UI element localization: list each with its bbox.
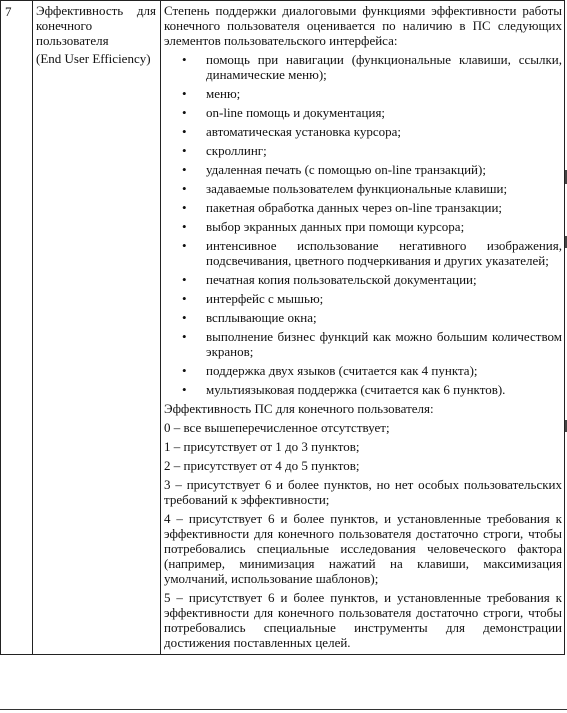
list-item: • мультиязыковая поддержка (считается как 6 пунктов). [206, 382, 562, 397]
list-item: • on-line помощь и документация; [206, 105, 562, 120]
list-item: • выбор экранных данных при помощи курсора; [206, 219, 562, 234]
bottom-rule [0, 709, 567, 710]
table-row [1, 1, 565, 655]
list-item: • автоматическая установка курсора; [206, 124, 562, 139]
rating-level-2: 2 – присутствует от 4 до 5 пунктов; [164, 458, 360, 473]
criterion-name-cell [33, 1, 161, 655]
list-item: • поддержка двух языков (считается как 4 пункта); [206, 363, 562, 378]
rating-level-4: 4 – присутствует 6 и более пунктов, и установленные требования к эффективности для конечного пользователя достаточно строги, чтобы потребовались специальные исследования человеческого фактора (например, минимизация нажатий на клавиши, максимизация умолчаний, использование шаблонов); [164, 511, 562, 586]
rating-level-5: 5 – присутствует 6 и более пунктов, и установленные требования к эффективности для конечного пользователя достаточно строги, чтобы потребовались специальные инструменты для демонстрации достижения поставленных целей. [164, 590, 562, 650]
rating-level-1: 1 – присутствует от 1 до 3 пунктов; [164, 439, 360, 454]
list-item: • удаленная печать (с помощью on-line транзакций); [206, 162, 562, 177]
list-item: • меню; [206, 86, 562, 101]
criterion-name: Эффективность для конечного пользователя [36, 3, 156, 48]
criterion-description-cell [161, 1, 565, 655]
list-item: • интерфейс с мышью; [206, 291, 562, 306]
list-item: • скроллинг; [206, 143, 562, 158]
list-item: • интенсивное использование негативного изображения, подсвечивания, цветного подчеркивания и других указателей; [206, 238, 562, 268]
rating-title: Эффективность ПС для конечного пользователя: [164, 401, 434, 416]
list-item: • печатная копия пользовательской документации; [206, 272, 562, 287]
criterion-name-en: (End User Efficiency) [36, 51, 151, 66]
interface-elements-list [164, 52, 562, 397]
list-item: • выполнение бизнес функций как можно большим количеством экранов; [206, 329, 562, 359]
list-item: • пакетная обработка данных через on-line транзакции; [206, 200, 562, 215]
row-number: 7 [1, 1, 33, 655]
list-item: • задаваемые пользователем функциональные клавиши; [206, 181, 562, 196]
list-item: • помощь при навигации (функциональные клавиши, ссылки, динамические меню); [206, 52, 562, 82]
list-item: • всплывающие окна; [206, 310, 562, 325]
criterion-intro: Степень поддержки диалоговыми функциями эффективности работы конечного пользователя оценивается по наличию в ПС следующих элементов пользовательского интерфейса: [164, 3, 562, 48]
rating-level-3: 3 – присутствует 6 и более пунктов, но нет особых пользовательских требований к эффективности; [164, 477, 562, 507]
rating-level-0: 0 – все вышеперечисленное отсутствует; [164, 420, 390, 435]
